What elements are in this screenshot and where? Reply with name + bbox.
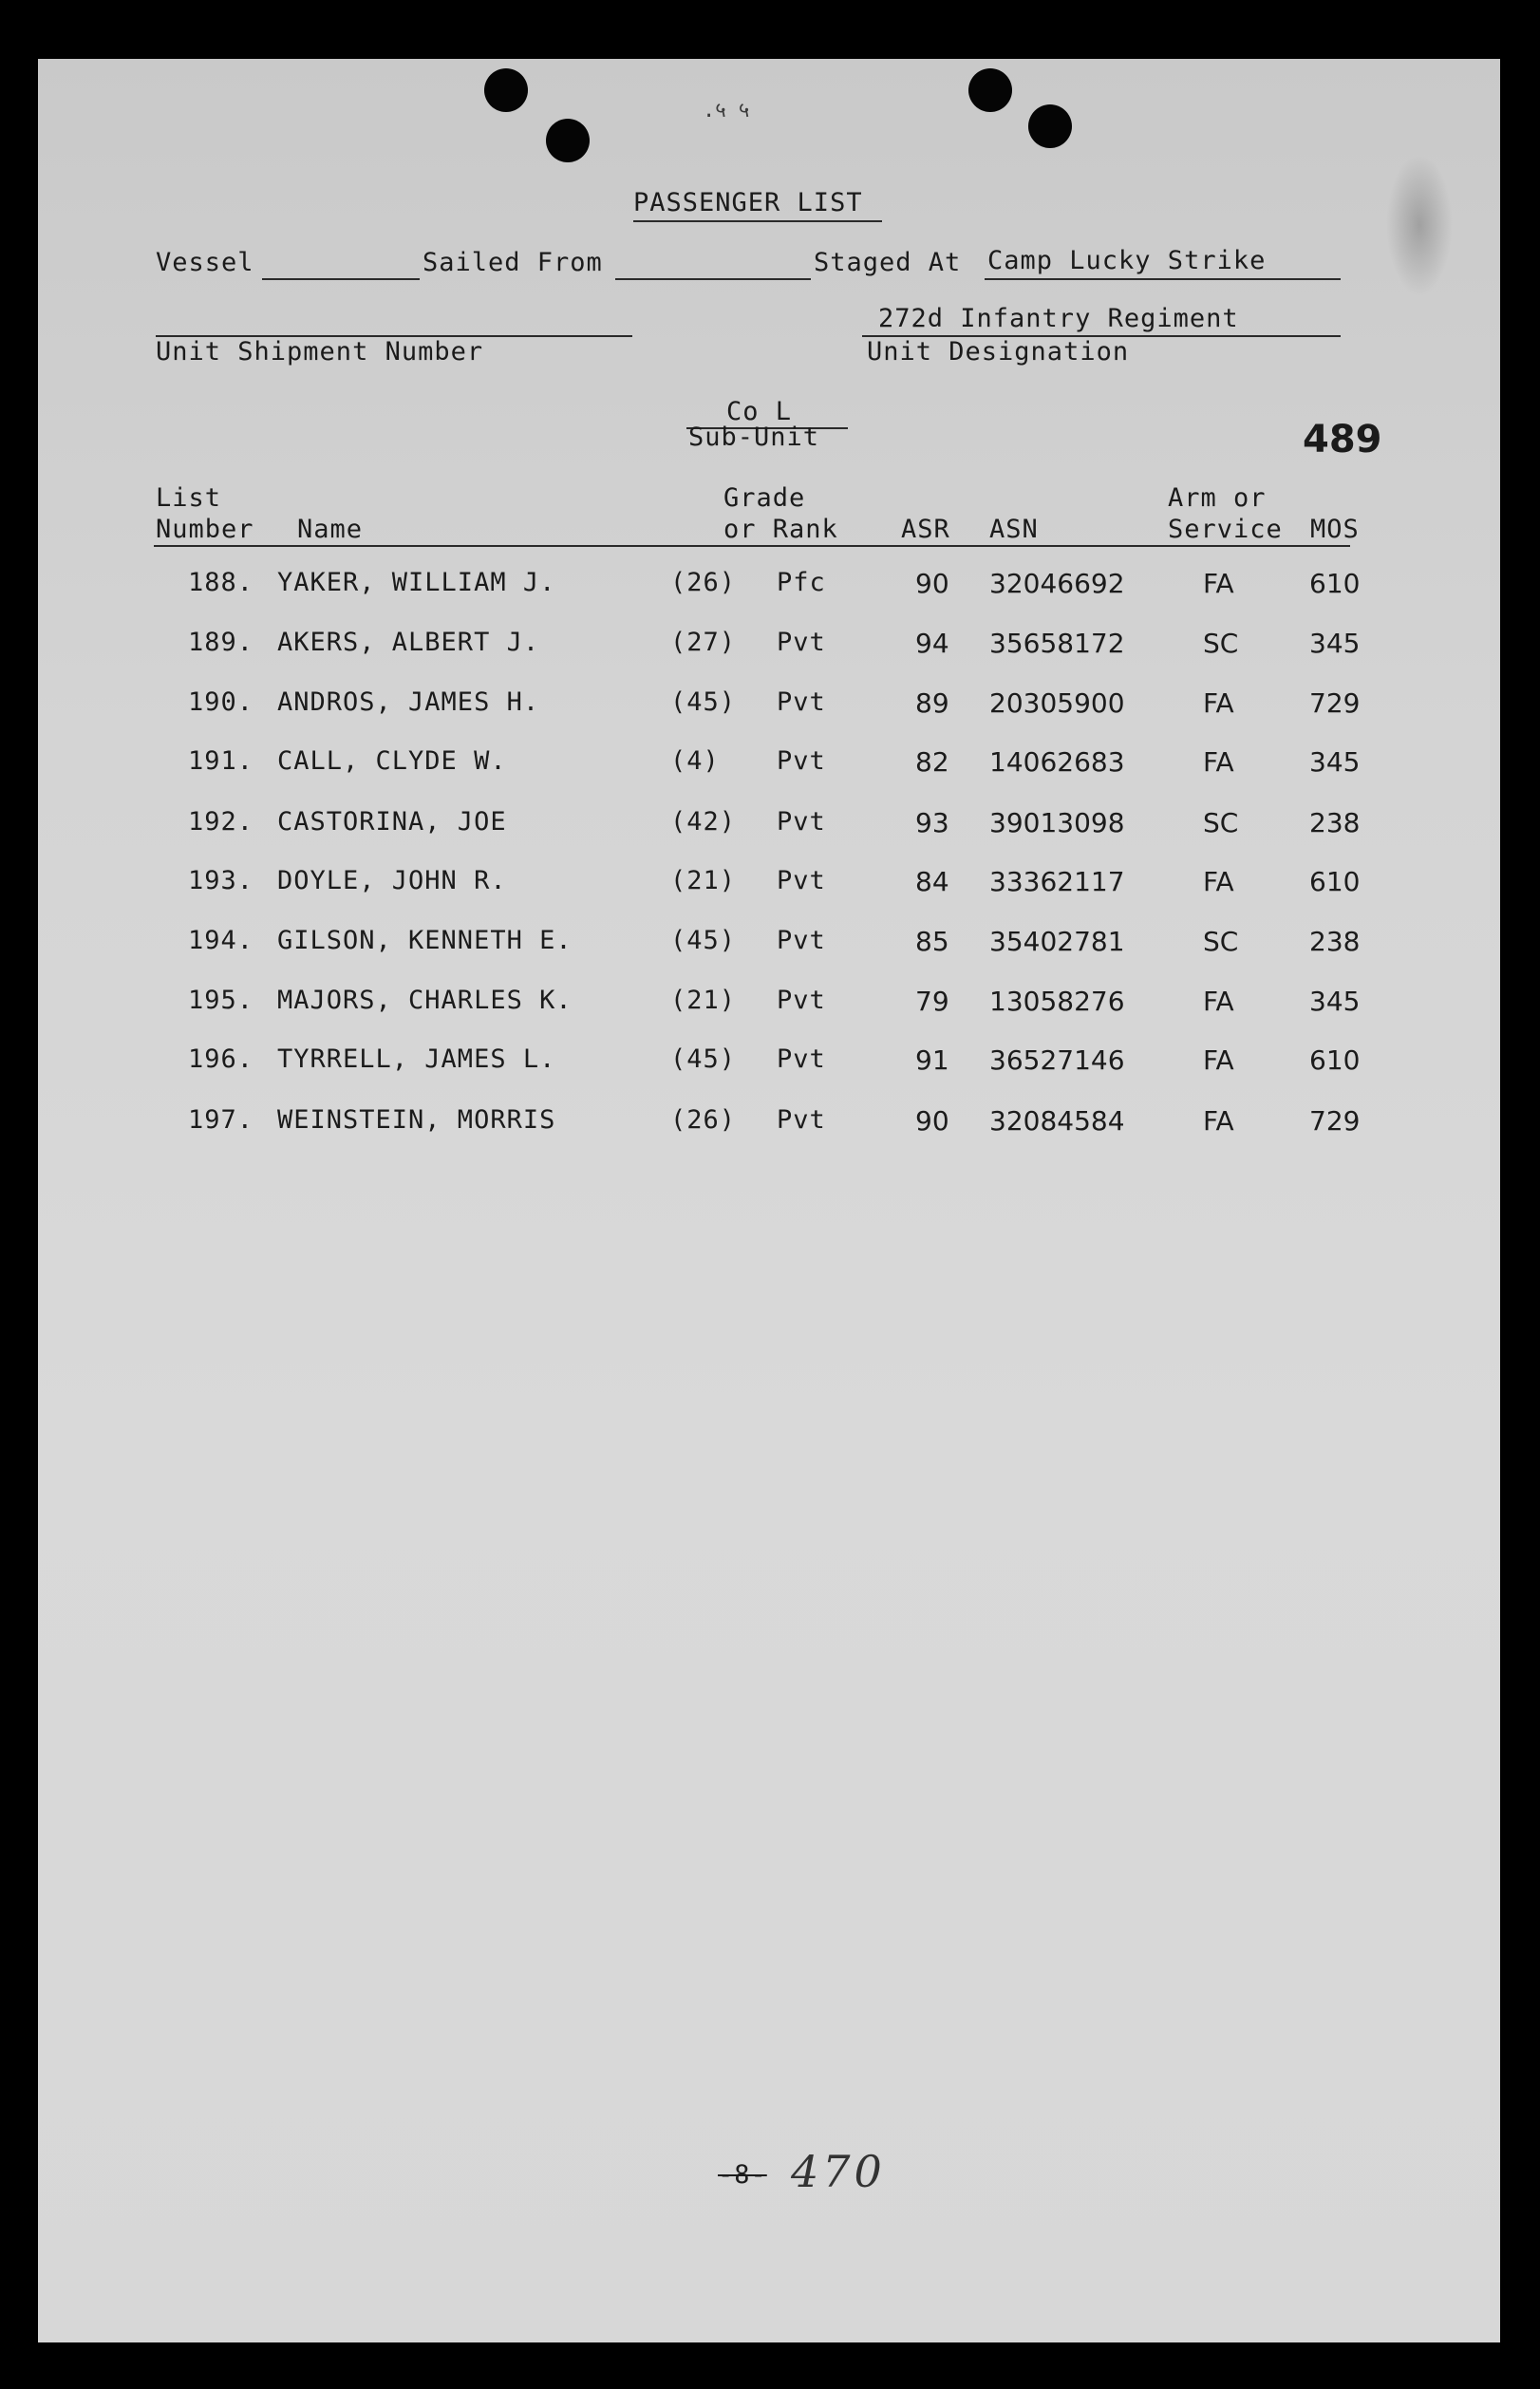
asn-value: 20305900 <box>989 687 1125 719</box>
passenger-name: GILSON, KENNETH E. <box>277 926 573 955</box>
list-number: 195. <box>188 986 254 1015</box>
rank: Pvt <box>777 1044 826 1074</box>
mos-value: 238 <box>1309 926 1361 957</box>
vessel-label: Vessel <box>156 248 254 277</box>
arm-service: FA <box>1203 866 1234 897</box>
list-number: 193. <box>188 866 254 895</box>
grade-code: (4) <box>670 746 720 776</box>
typed-page-number: -8- <box>718 2160 767 2190</box>
table-row <box>38 986 1500 1024</box>
staged-at-line <box>985 278 1341 280</box>
staged-at-value: Camp Lucky Strike <box>987 246 1267 275</box>
rank: Pvt <box>777 807 826 837</box>
passenger-name: TYRRELL, JAMES L. <box>277 1044 556 1074</box>
asn-value: 14062683 <box>989 746 1125 778</box>
asr-value: 90 <box>915 568 949 599</box>
document-page <box>38 59 1500 2342</box>
arm-service: FA <box>1203 687 1234 719</box>
col-list-number-1: List <box>156 483 222 513</box>
grade-code: (26) <box>670 568 737 597</box>
page-stamp: 489 <box>1303 418 1382 461</box>
arm-service: SC <box>1203 628 1239 659</box>
sailed-from-blank <box>615 278 811 280</box>
col-asr: ASR <box>901 515 950 544</box>
asr-value: 82 <box>915 746 949 778</box>
passenger-name: ANDROS, JAMES H. <box>277 687 540 717</box>
col-list-number-2: Number <box>156 515 254 544</box>
list-number: 196. <box>188 1044 254 1074</box>
asn-value: 36527146 <box>989 1044 1125 1076</box>
table-row <box>38 1105 1500 1143</box>
mos-value: 610 <box>1309 866 1361 897</box>
list-number: 190. <box>188 687 254 717</box>
col-grade-1: Grade <box>723 483 806 513</box>
asn-value: 39013098 <box>989 807 1125 838</box>
asn-value: 35402781 <box>989 926 1125 957</box>
mos-value: 345 <box>1309 986 1361 1017</box>
punch-hole <box>1028 104 1072 148</box>
grade-code: (45) <box>670 687 737 717</box>
passenger-name: CALL, CLYDE W. <box>277 746 507 776</box>
asn-value: 32084584 <box>989 1105 1125 1137</box>
mos-value: 729 <box>1309 687 1361 719</box>
passenger-name: WEINSTEIN, MORRIS <box>277 1105 556 1135</box>
mos-value: 345 <box>1309 746 1361 778</box>
mos-value: 610 <box>1309 568 1361 599</box>
table-row <box>38 807 1500 845</box>
col-arm-1: Arm or <box>1168 483 1267 513</box>
grade-code: (27) <box>670 628 737 657</box>
passenger-name: AKERS, ALBERT J. <box>277 628 540 657</box>
col-asn: ASN <box>989 515 1039 544</box>
rank: Pvt <box>777 866 826 895</box>
col-name: Name <box>297 515 364 544</box>
col-grade-2: or Rank <box>723 515 838 544</box>
punch-hole <box>546 119 590 162</box>
rank: Pvt <box>777 687 826 717</box>
vessel-blank <box>262 278 420 280</box>
list-number: 188. <box>188 568 254 597</box>
list-number: 197. <box>188 1105 254 1135</box>
rank: Pvt <box>777 628 826 657</box>
list-number: 191. <box>188 746 254 776</box>
punch-hole <box>484 68 528 112</box>
asr-value: 79 <box>915 986 949 1017</box>
list-number: 189. <box>188 628 254 657</box>
passenger-name: YAKER, WILLIAM J. <box>277 568 556 597</box>
rank: Pfc <box>777 568 826 597</box>
asn-value: 35658172 <box>989 628 1125 659</box>
rank: Pvt <box>777 1105 826 1135</box>
sub-unit-value: Co L <box>726 397 793 426</box>
grade-code: (21) <box>670 866 737 895</box>
asn-value: 13058276 <box>989 986 1125 1017</box>
rank: Pvt <box>777 986 826 1015</box>
passenger-name: DOYLE, JOHN R. <box>277 866 507 895</box>
mos-value: 729 <box>1309 1105 1361 1137</box>
asr-value: 89 <box>915 687 949 719</box>
arm-service: FA <box>1203 1044 1234 1076</box>
grade-code: (45) <box>670 1044 737 1074</box>
col-arm-2: Service <box>1168 515 1283 544</box>
staged-at-label: Staged At <box>814 248 962 277</box>
passenger-name: CASTORINA, JOE <box>277 807 507 837</box>
passenger-name: MAJORS, CHARLES K. <box>277 986 573 1015</box>
arm-service: FA <box>1203 986 1234 1017</box>
punch-hole <box>968 68 1012 112</box>
table-row <box>38 1044 1500 1082</box>
rank: Pvt <box>777 926 826 955</box>
arm-service: FA <box>1203 1105 1234 1137</box>
page-title: PASSENGER LIST <box>633 188 863 217</box>
mos-value: 238 <box>1309 807 1361 838</box>
grade-code: (21) <box>670 986 737 1015</box>
arm-service: SC <box>1203 807 1239 838</box>
table-row <box>38 568 1500 606</box>
asr-value: 84 <box>915 866 949 897</box>
mos-value: 345 <box>1309 628 1361 659</box>
arm-service: SC <box>1203 926 1239 957</box>
header-rule <box>154 545 1350 547</box>
grade-code: (42) <box>670 807 737 837</box>
sub-unit-label: Sub-Unit <box>688 423 820 452</box>
table-row <box>38 926 1500 964</box>
grade-code: (26) <box>670 1105 737 1135</box>
asr-value: 85 <box>915 926 949 957</box>
sailed-from-label: Sailed From <box>423 248 603 277</box>
unit-shipment-label: Unit Shipment Number <box>156 337 484 367</box>
table-row <box>38 687 1500 725</box>
asr-value: 93 <box>915 807 949 838</box>
list-number: 192. <box>188 807 254 837</box>
arm-service: FA <box>1203 746 1234 778</box>
table-row <box>38 746 1500 784</box>
title-underline <box>633 220 882 222</box>
rank: Pvt <box>777 746 826 776</box>
unit-designation-value: 272d Infantry Regiment <box>878 304 1239 333</box>
asr-value: 90 <box>915 1105 949 1137</box>
asn-value: 33362117 <box>989 866 1125 897</box>
top-mark: .५ ५ <box>703 99 750 122</box>
col-mos: MOS <box>1310 515 1360 544</box>
table-row <box>38 866 1500 904</box>
list-number: 194. <box>188 926 254 955</box>
table-row <box>38 628 1500 666</box>
grade-code: (45) <box>670 926 737 955</box>
asr-value: 94 <box>915 628 949 659</box>
asn-value: 32046692 <box>989 568 1125 599</box>
arm-service: FA <box>1203 568 1234 599</box>
edge-smudge <box>1386 154 1453 296</box>
mos-value: 610 <box>1309 1044 1361 1076</box>
asr-value: 91 <box>915 1044 949 1076</box>
unit-designation-label: Unit Designation <box>867 337 1130 367</box>
handwritten-page-number: 470 <box>791 2146 886 2197</box>
